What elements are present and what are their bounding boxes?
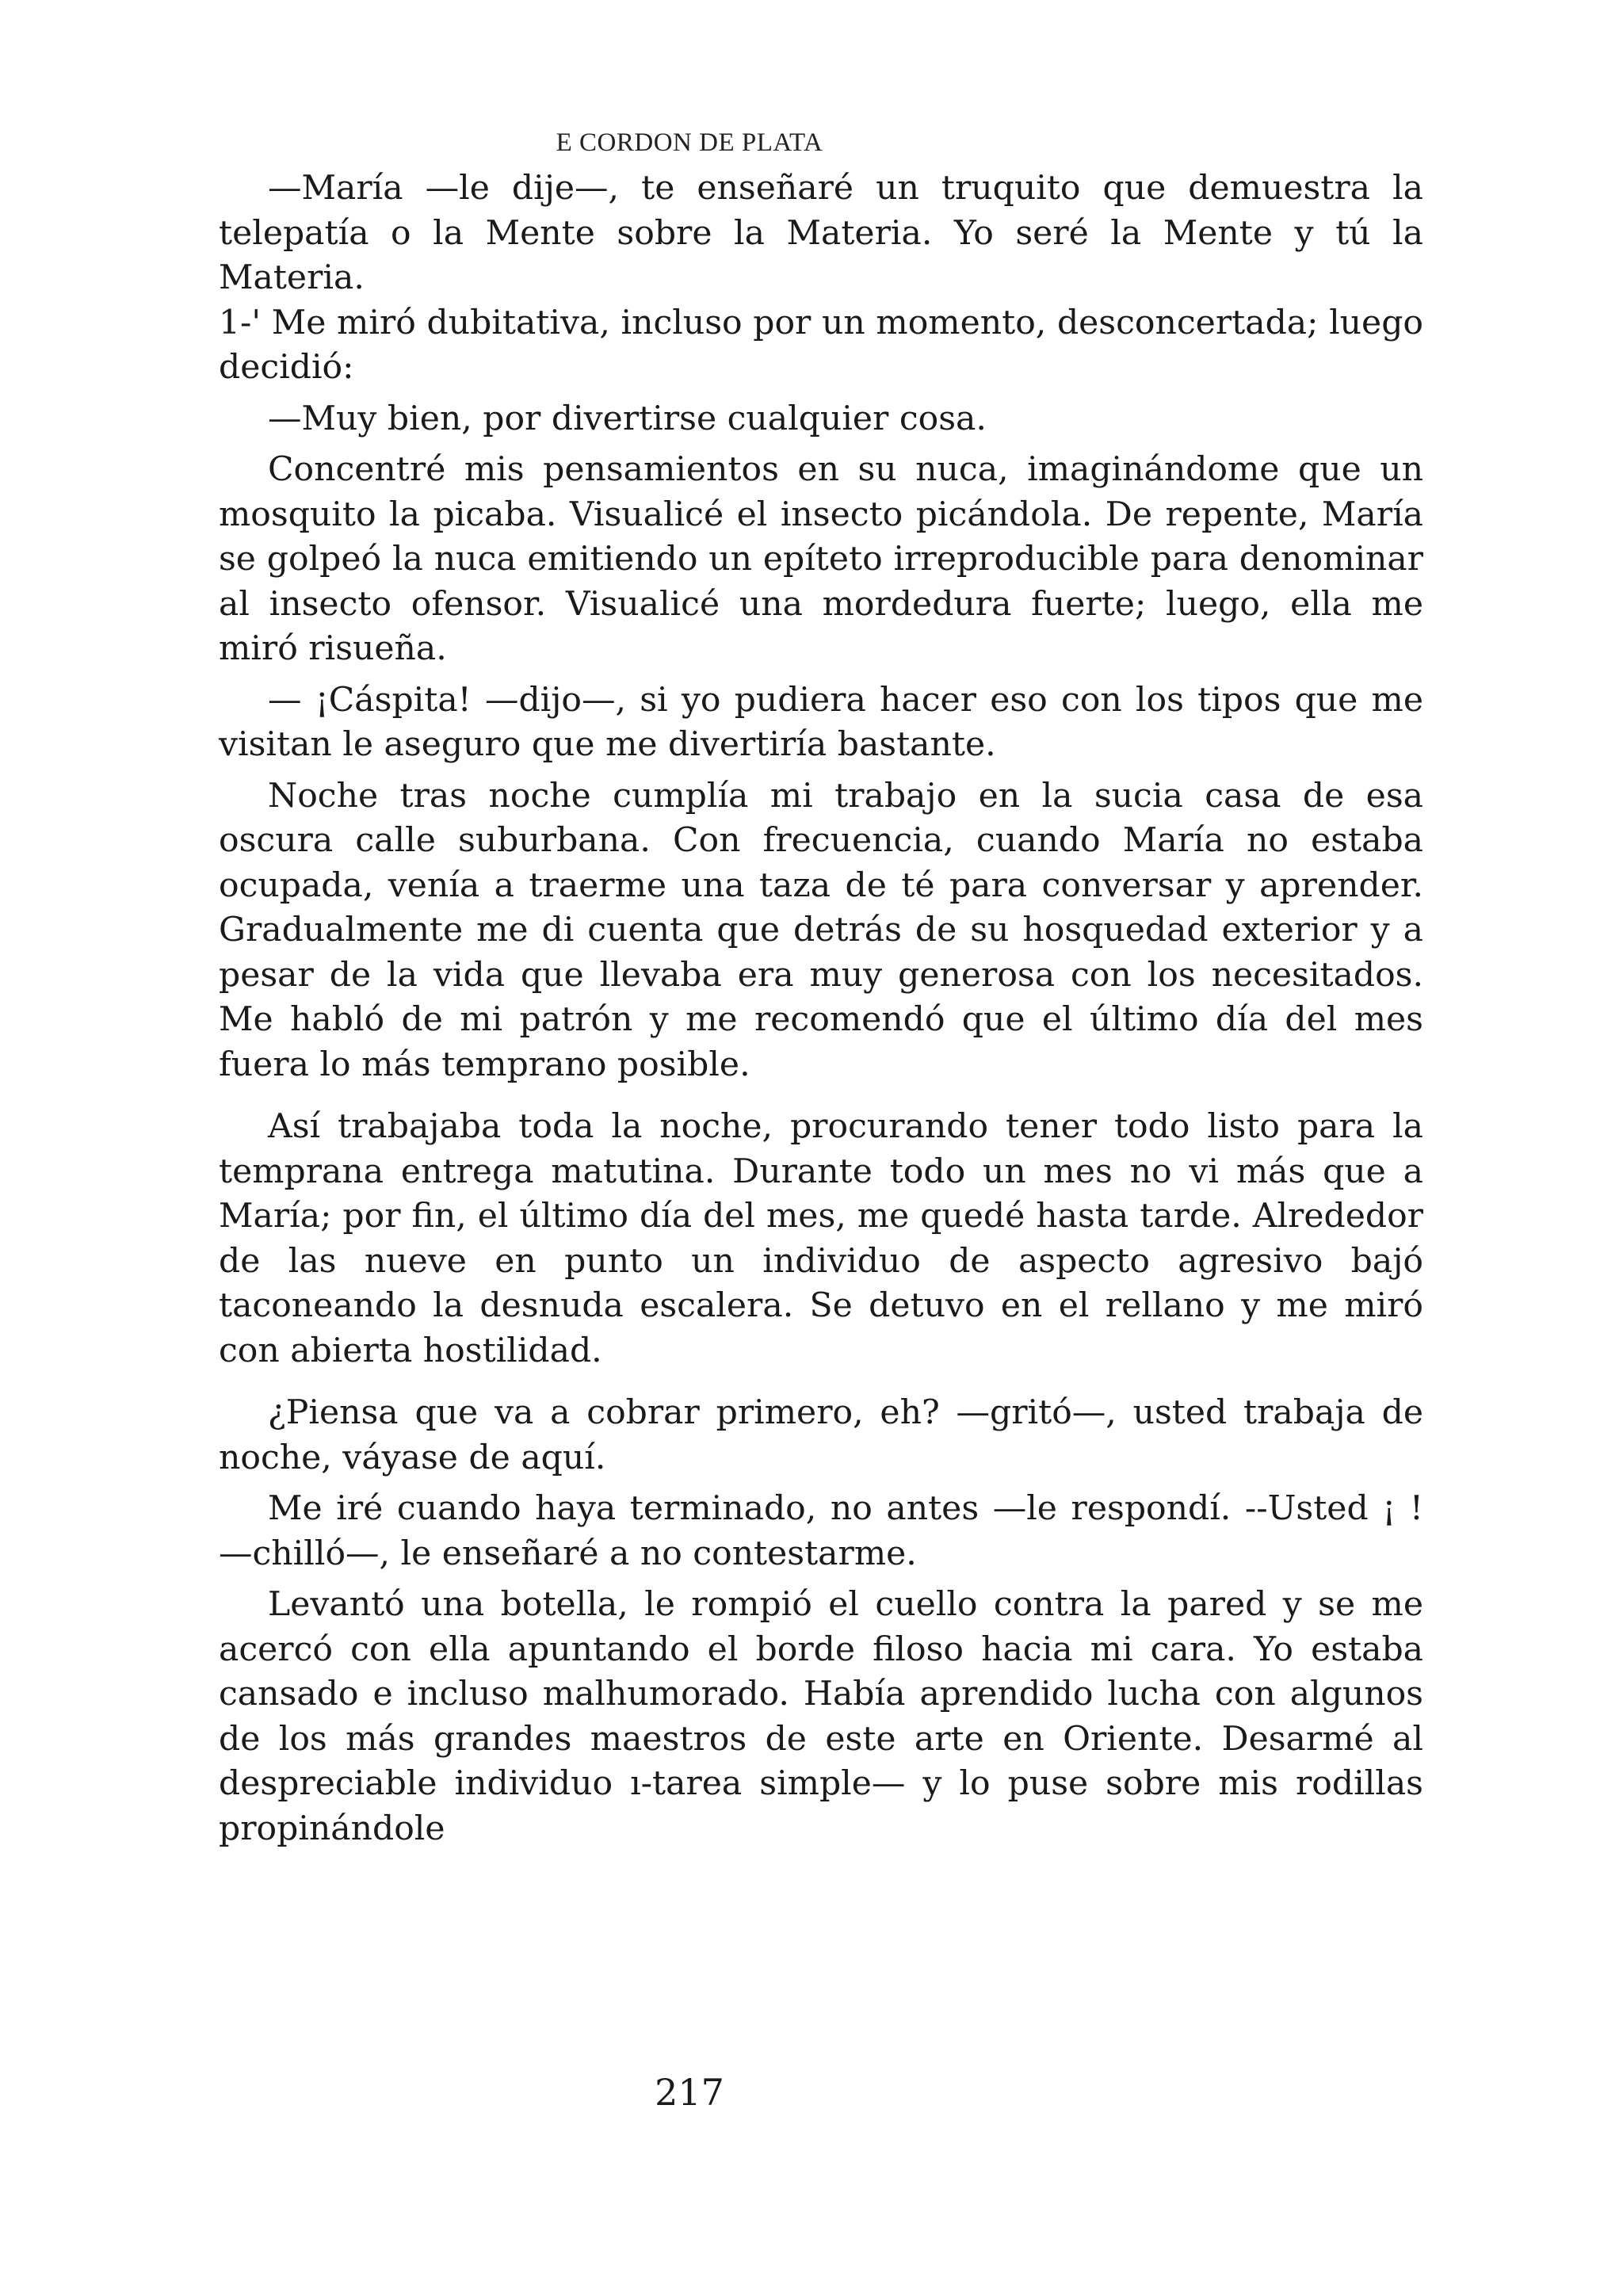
- paragraph: Concentré mis pensamientos en su nuca, imaginándome que un mosquito la picaba. Visualicé el insecto picándola. De repente, María se golpeó la nuca emitiendo un epíteto irreproducible para denominar al insecto ofensor. Visualicé una mordedura fuerte; luego, ella me miró risueña.: [219, 450, 1423, 668]
- paragraph: Levantó una botella, le rompió el cuello contra la pared y se me acercó con ella apuntando el borde filoso hacia mi cara. Yo estaba cansado e incluso malhumorado. Había aprendido lucha con algunos de los más grandes maestros de este arte en Oriente. Desarmé al despreciable individuo ı-tarea simple— y lo puse sobre mis rodillas propinándole: [219, 1585, 1423, 1848]
- body-text: [219, 166, 1423, 1851]
- page-number: 217: [655, 2071, 724, 2114]
- paragraph: —Muy bien, por divertirse cualquier cosa.: [268, 399, 987, 438]
- paragraph: Noche tras noche cumplía mi trabajo en la sucia casa de esa oscura calle suburbana. Con frecuencia, cuando María no estaba ocupada, venía a traerme una taza de té para conversar y aprender. Gradualmente me di cuenta que detrás de su hosquedad exterior y a pesar de la vida que llevaba era muy generosa con los necesitados. Me habló de mi patrón y me recomendó que el último día del mes fuera lo más temprano posible.: [219, 776, 1423, 1084]
- paragraph: ¿Piensa que va a cobrar primero, eh? —gritó—, usted trabaja de noche, váyase de aquí.: [219, 1393, 1423, 1477]
- paragraph: — ¡Cáspita! —dijo—, si yo pudiera hacer eso con los tipos que me visitan le aseguro que me divertiría bastante.: [219, 680, 1423, 764]
- paragraph: 1-' Me miró dubitativa, incluso por un momento, desconcertada; luego decidió:: [219, 303, 1423, 387]
- paragraph: —María —le dije—, te enseñaré un truquito que demuestra la telepatía o la Mente sobre la Materia. Yo seré la Mente y tú la Materia.: [219, 169, 1423, 297]
- running-header: E CORDON DE PLATA: [556, 128, 823, 157]
- paragraph: Así trabajaba toda la noche, procurando tener todo listo para la temprana entrega matutina. Durante todo un mes no vi más que a María; por fin, el último día del mes, me quedé hasta tarde. Alrededor de las nueve en punto un individuo de aspecto agresivo bajó taconeando la desnuda escalera. Se detuvo en el rellano y me miró con abierta hostilidad.: [219, 1107, 1423, 1370]
- paragraph: Me iré cuando haya terminado, no antes —le respondí. --Usted ¡ ! —chilló—, le enseñaré a no contestarme.: [219, 1489, 1423, 1573]
